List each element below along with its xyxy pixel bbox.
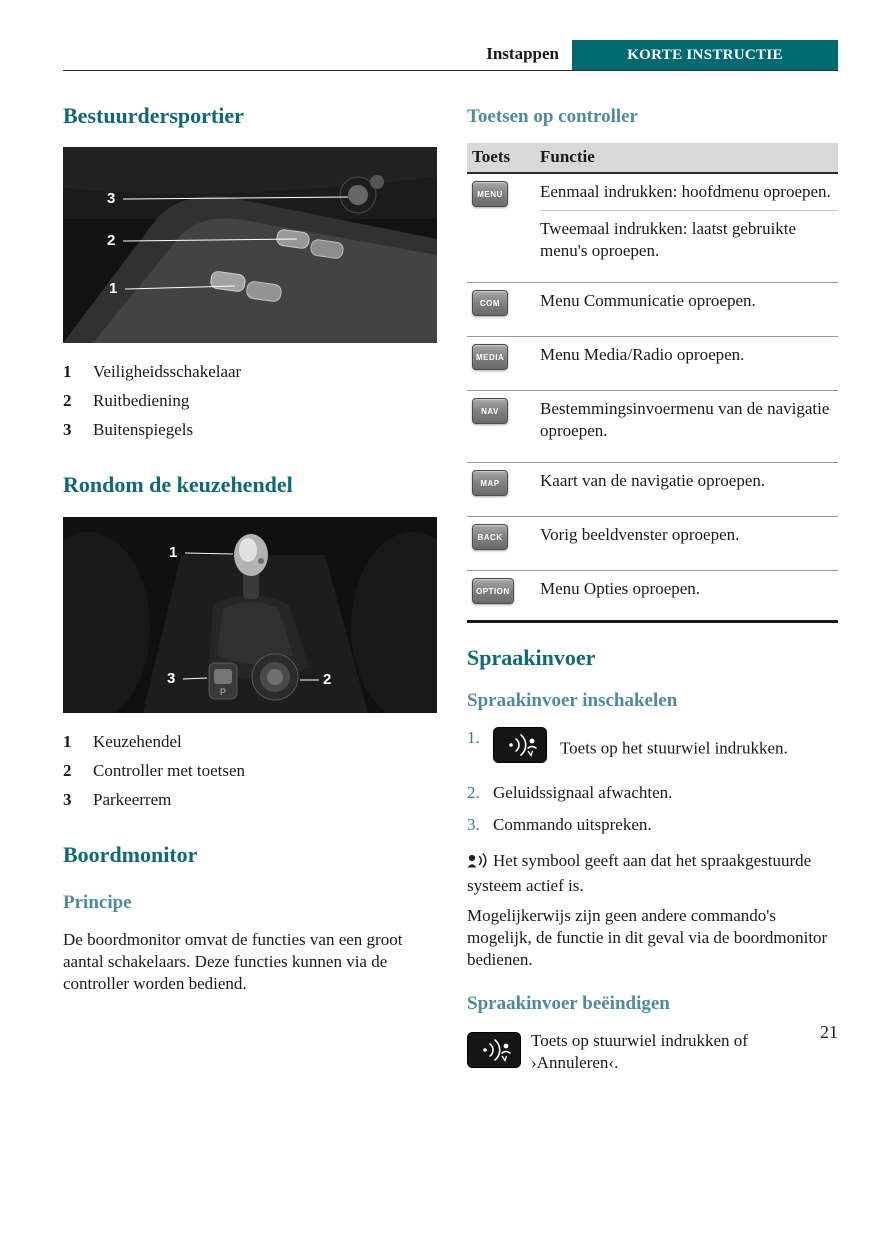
com-key-icon: COM — [472, 290, 508, 316]
legend-item — [63, 727, 437, 756]
subsection-title-voice-disable: Spraakinvoer beëindigen — [467, 993, 670, 1015]
function-text: Menu Opties oproepen. — [540, 579, 701, 599]
section-title-voice-input: Spraakinvoer — [467, 645, 596, 671]
photo-callout: 1 — [109, 280, 118, 298]
legend-item — [63, 415, 437, 444]
speech-input-key-icon — [493, 727, 547, 769]
chapter-badge: KORTE INSTRUCTIE — [572, 40, 838, 70]
table-row — [467, 517, 838, 571]
legend-item — [63, 386, 437, 415]
voice-step — [467, 782, 838, 804]
page-number: 21 — [820, 1021, 838, 1042]
step-body — [493, 782, 672, 804]
voice-symbol-note-text: Het symbool geeft aan dat het spraakgestuurde systeem actief is. — [467, 850, 812, 895]
section-title-gear-selector: Rondom de keuzehendel — [63, 472, 293, 498]
step-text: Toets op het stuurwiel indrukken. — [559, 738, 788, 757]
subsection-title-voice-enable: Spraakinvoer inschakelen — [467, 689, 678, 711]
back-key-icon: BACK — [472, 524, 508, 550]
media-key-icon: MEDIA — [472, 344, 508, 370]
map-key-icon: MAP — [472, 470, 508, 496]
legend-label: Parkeerrem — [93, 789, 172, 809]
function-cell — [540, 524, 838, 550]
function-text: Menu Communicatie oproepen. — [540, 291, 756, 311]
step-text: Commando uitspreken. — [493, 814, 652, 834]
photo-callout: 3 — [167, 669, 176, 687]
legend-label: Ruitbediening — [93, 391, 190, 411]
column-header-functie: Functie — [540, 146, 595, 166]
function-text: Vorig beeldvenster oproepen. — [540, 525, 740, 545]
menu-key-icon: MENU — [472, 181, 508, 207]
legend-label: Controller met toetsen — [93, 760, 246, 780]
legend-number: 1 — [63, 731, 72, 751]
page-header — [63, 38, 838, 71]
function-cell — [540, 398, 838, 442]
monitor-body-text: De boordmonitor omvat de functies van een groot aantal schakelaars. Deze functies kunnen via de controller worden bediend. — [63, 929, 403, 994]
table-row — [467, 463, 838, 517]
door-controls-illustration — [63, 147, 437, 343]
photo-callout: 2 — [323, 670, 332, 688]
option-key-icon: OPTION — [472, 578, 514, 604]
right-column — [467, 103, 838, 1074]
photo-callout: 2 — [107, 232, 116, 250]
function-text: Kaart van de navigatie oproepen. — [540, 471, 766, 491]
voice-limitation-note: Mogelijkerwijs zijn geen andere commando's mogelijk, de functie in dit geval via de boordmonitor bedienen. — [467, 906, 828, 970]
gear-selector-illustration — [63, 517, 437, 713]
voice-symbol-note — [467, 850, 838, 897]
legend-number: 1 — [63, 362, 72, 382]
column-header-toets: Toets — [472, 146, 511, 166]
svg-text:P: P — [219, 686, 227, 697]
table-header-row — [467, 143, 838, 174]
step-body — [493, 727, 788, 772]
step-number: 3. — [467, 814, 480, 834]
controller-keys-table — [467, 143, 838, 624]
nav-key-icon: NAV — [472, 398, 508, 424]
voice-step — [467, 814, 838, 836]
table-row — [467, 391, 838, 463]
voice-active-symbol-icon — [467, 852, 487, 875]
legend-label: Keuzehendel — [93, 731, 182, 751]
photo-callout: 3 — [107, 190, 116, 208]
function-text: Bestemmingsinvoermenu van de navigatie oproepen. — [540, 399, 830, 441]
gear-legend — [63, 727, 437, 814]
function-cell — [540, 470, 838, 496]
voice-disable-instruction — [467, 1030, 838, 1074]
function-text: Menu Media/Radio oproepen. — [540, 345, 745, 365]
legend-number: 3 — [63, 789, 72, 809]
legend-item — [63, 756, 437, 785]
legend-item — [63, 785, 437, 814]
legend-label: Veiligheidsschakelaar — [93, 362, 242, 382]
table-row — [467, 283, 838, 337]
function-text: Tweemaal indrukken: laatst gebruikte menu's oproepen. — [540, 210, 838, 262]
speech-input-key-icon — [467, 1032, 521, 1074]
legend-number: 3 — [63, 420, 72, 440]
legend-label: Buitenspiegels — [93, 420, 194, 440]
step-body — [493, 814, 652, 836]
function-cell — [540, 181, 838, 262]
breadcrumb: Instappen — [486, 43, 559, 63]
section-title-onboard-monitor: Boordmonitor — [63, 841, 198, 867]
step-number: 2. — [467, 782, 480, 802]
legend-item — [63, 357, 437, 386]
legend-number: 2 — [63, 760, 72, 780]
function-cell — [540, 578, 838, 604]
section-title-driver-door: Bestuurdersportier — [63, 103, 244, 128]
door-legend — [63, 357, 437, 444]
left-column — [63, 103, 437, 1074]
voice-steps-list — [467, 727, 838, 836]
voice-disable-text: Toets op stuurwiel indrukken of ›Annuleren‹. — [531, 1031, 748, 1073]
step-number: 1. — [467, 727, 480, 747]
step-text: Geluidssignaal afwachten. — [493, 782, 673, 802]
table-row — [467, 337, 838, 391]
subsection-title-principle: Principe — [63, 892, 132, 914]
voice-step — [467, 727, 838, 772]
table-row — [467, 174, 838, 283]
table-row — [467, 571, 838, 623]
subsection-title-controller-keys: Toetsen op controller — [467, 106, 638, 127]
photo-callout: 1 — [169, 543, 178, 561]
function-cell — [540, 344, 838, 370]
function-text: Eenmaal indrukken: hoofdmenu oproepen. — [540, 181, 831, 201]
legend-number: 2 — [63, 391, 72, 411]
two-column-layout — [63, 103, 838, 1074]
function-cell — [540, 290, 838, 316]
door-controls-photo — [63, 147, 437, 343]
gear-selector-photo — [63, 517, 437, 713]
